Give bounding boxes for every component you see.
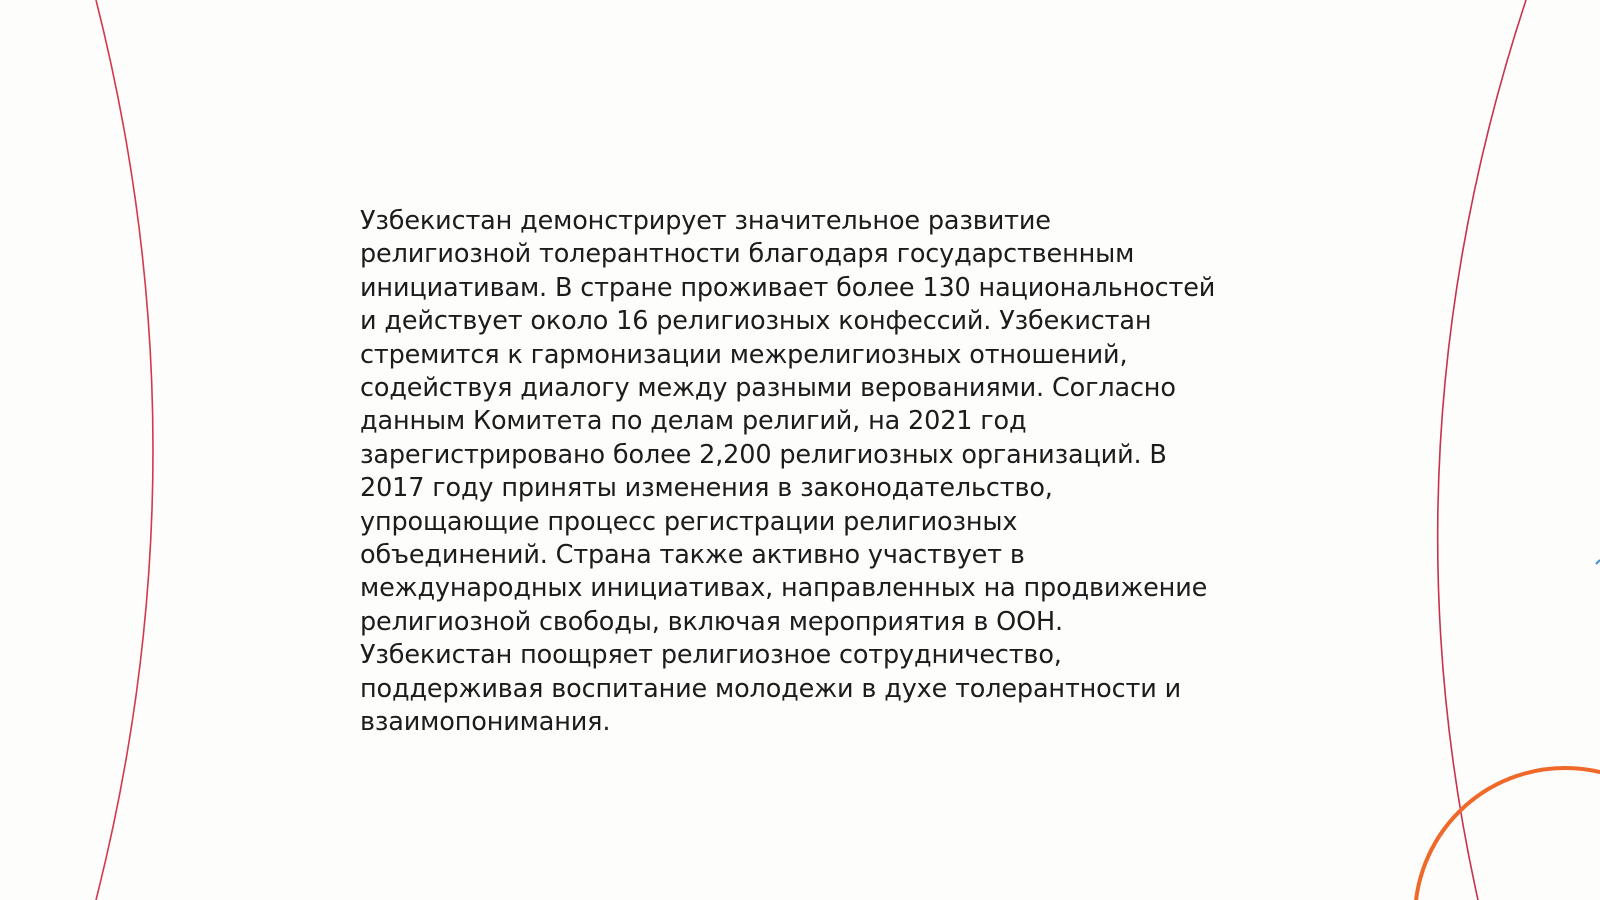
left-curve-line	[96, 0, 153, 900]
slide-body-text: Узбекистан демонстрирует значительное развитие религиозной толерантности благодаря государственным инициативам. В стране проживает более 130 национальностей и действует около 16 религиозных конфессий. Узбекистан стремится к гармонизации межрелигиозных отношений, содействуя диалогу между разными верованиями. Согласно данным Комитета по делам религий, на 2021 год зарегистрировано более 2,200 религиозных организаций. В 2017 году приняты изменения в законодательство, упрощающие процесс регистрации религиозных объединений. Страна также активно участвует в международных инициативах, направленных на продвижение религиозной свободы, включая мероприятия в ООН. Узбекистан поощряет религиозное сотрудничество, поддерживая воспитание молодежи в духе толерантности и взаимопонимания.	[360, 206, 1216, 738]
orange-arc	[1415, 768, 1600, 900]
blue-accent-mark	[1596, 560, 1600, 564]
right-curve-line	[1438, 0, 1526, 900]
